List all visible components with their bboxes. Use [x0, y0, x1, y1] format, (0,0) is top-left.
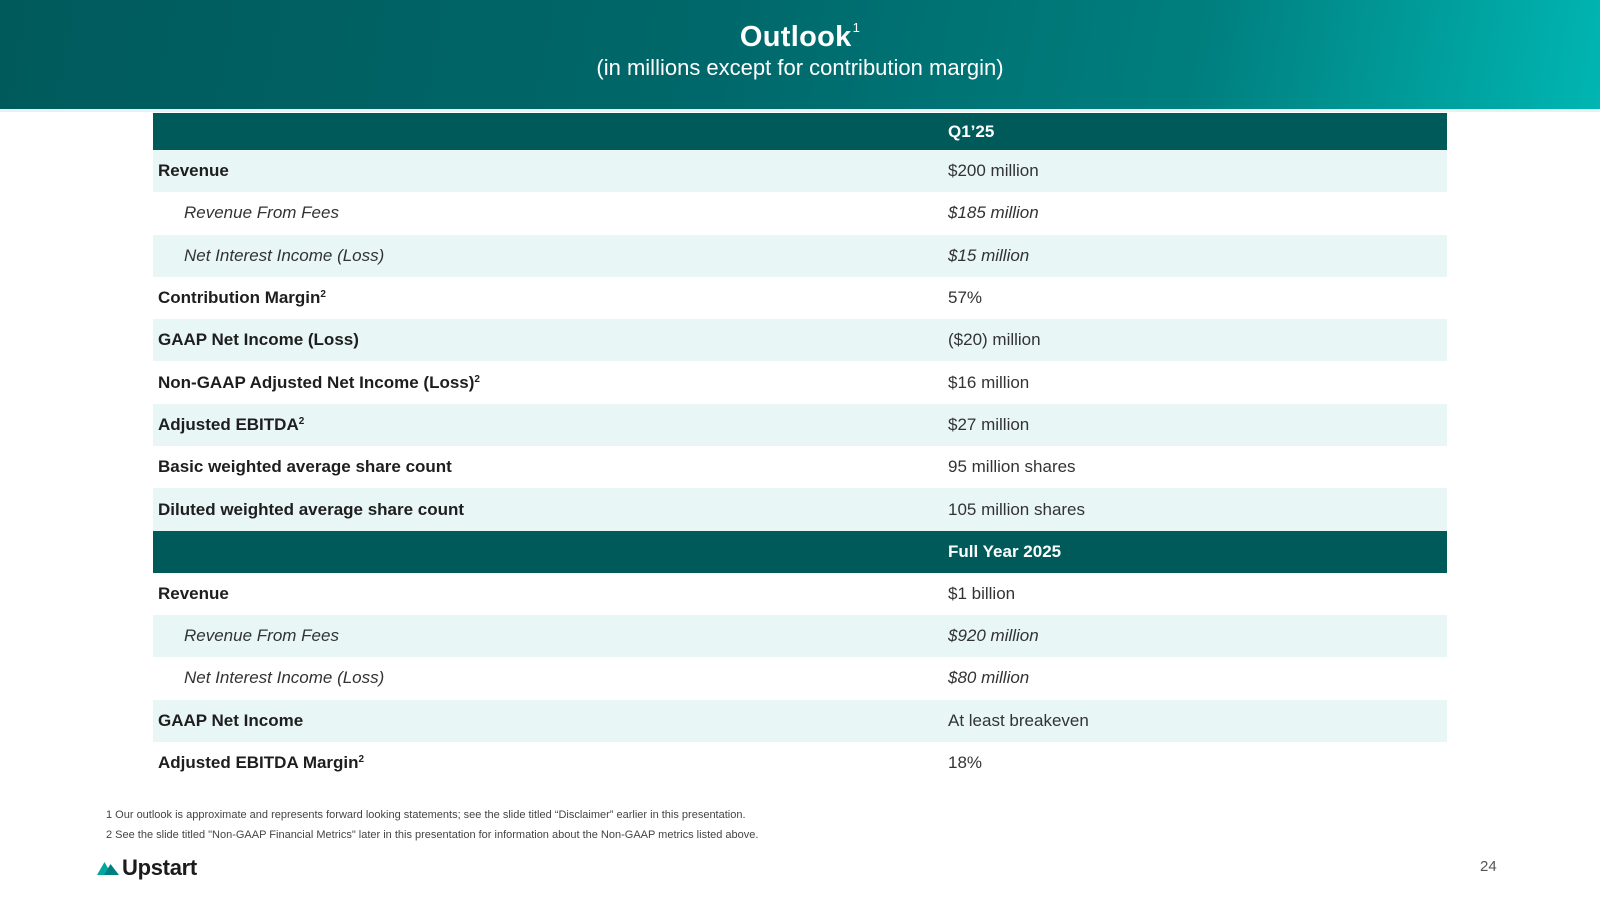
row-value: 57%: [948, 288, 983, 308]
table-row: [153, 277, 1447, 319]
period-header-q1: Q1’25: [948, 121, 995, 141]
table-row: [153, 615, 1447, 657]
row-label: Revenue: [158, 583, 229, 603]
table-row: [153, 742, 1447, 784]
logo-wordmark: Upstart: [122, 855, 197, 880]
row-value: At least breakeven: [948, 710, 1089, 730]
upstart-logo: [96, 855, 197, 881]
row-value: $16 million: [948, 372, 1030, 392]
slide-title-text: Outlook: [739, 21, 852, 53]
footnote-marker: 2: [474, 373, 480, 385]
table-row: [153, 488, 1447, 530]
table-row: [153, 150, 1447, 192]
table-row: [153, 235, 1447, 277]
footnote-2: 2 See the slide titled "Non-GAAP Financial Metrics" later in this presentation for information about the Non-GAAP metrics listed above.: [106, 829, 759, 841]
table-row: [153, 700, 1447, 742]
row-value: $15 million: [948, 245, 1030, 265]
table-row: [153, 319, 1447, 361]
row-value: 18%: [948, 753, 983, 772]
slide-title: [0, 20, 1600, 54]
row-label: Revenue: [158, 161, 229, 181]
table-row: [153, 446, 1447, 488]
row-label: GAAP Net Income: [158, 710, 304, 730]
footnote-marker: 2: [320, 289, 326, 301]
footnotes: [106, 805, 758, 845]
table-header-q1: [153, 113, 1447, 150]
row-label-text: Non-GAAP Adjusted Net Income (Loss): [158, 372, 475, 392]
table-row: [153, 404, 1447, 446]
row-value: 105 million shares: [948, 499, 1086, 519]
row-label-text: Contribution Margin: [158, 288, 321, 308]
footnote-marker: 2: [298, 415, 305, 427]
slide-header: [0, 0, 1600, 109]
table-header-full-year: [153, 531, 1447, 573]
row-label: Net Interest Income (Loss): [184, 668, 385, 688]
row-label: GAAP Net Income (Loss): [158, 330, 359, 350]
header-divider: [0, 109, 1600, 112]
row-value: ($20) million: [948, 330, 1041, 350]
row-label: [158, 373, 480, 393]
table-row: [153, 573, 1447, 615]
slide-subtitle: (in millions except for contribution margin): [596, 55, 1004, 80]
row-value: $27 million: [948, 414, 1030, 434]
row-label-text: Adjusted EBITDA: [158, 414, 299, 434]
row-value: $920 million: [948, 626, 1039, 646]
page-number: 24: [1480, 858, 1497, 875]
period-header-full-year: Full Year 2025: [948, 541, 1062, 561]
row-label: [158, 415, 304, 435]
row-value: $80 million: [948, 668, 1030, 688]
row-value: 95 million shares: [948, 457, 1076, 477]
row-label: Net Interest Income (Loss): [184, 245, 385, 265]
row-label: Diluted weighted average share count: [158, 499, 465, 519]
table-row: [153, 361, 1447, 403]
row-value: $185 million: [948, 203, 1039, 223]
footnote-1: 1 Our outlook is approximate and represents forward looking statements; see the slide titled “Disclaimer” earlier in this presentation.: [106, 809, 746, 821]
row-label: [158, 288, 326, 308]
table-row: [153, 657, 1447, 699]
upstart-logo-icon: [96, 859, 120, 877]
row-label-text: Adjusted EBITDA Margin: [158, 753, 359, 772]
table-row: [153, 192, 1447, 234]
row-label: Revenue From Fees: [184, 203, 339, 223]
row-value: $200 million: [948, 161, 1039, 181]
row-label: [158, 753, 364, 773]
row-label: Revenue From Fees: [184, 626, 339, 646]
row-label: Basic weighted average share count: [158, 457, 452, 477]
title-footnote-marker: 1: [852, 20, 861, 35]
outlook-table: [153, 113, 1447, 784]
row-value: $1 billion: [948, 583, 1016, 603]
footnote-marker: 2: [358, 754, 365, 765]
